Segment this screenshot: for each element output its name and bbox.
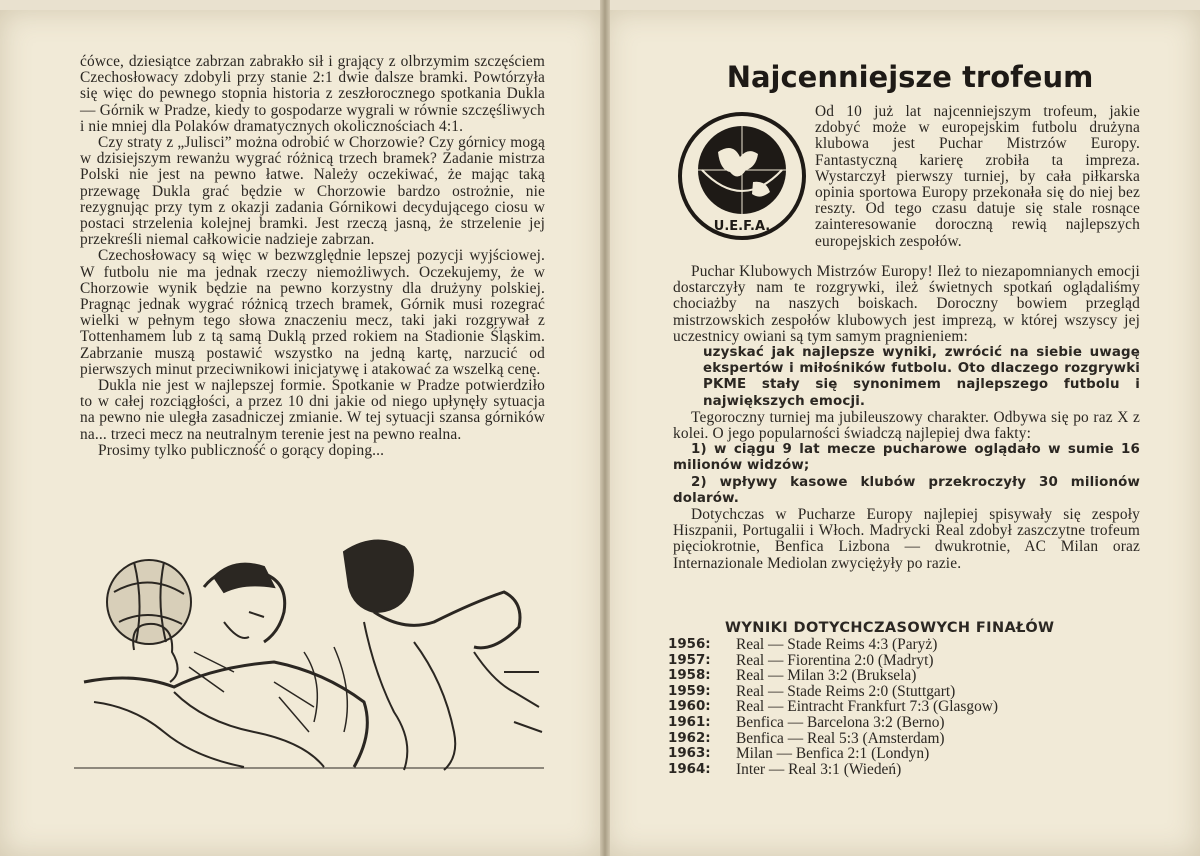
result-match: Real — Stade Reims 4:3 (Paryż) <box>736 636 938 653</box>
result-row <box>668 762 1108 778</box>
paragraph: Dotychczas w Pucharze Europy najlepiej spisywały się zespoły Hiszpanii, Portugalii i Włoch. Madrycki Real zdobył zaszczytne trofeum pięciokrotnie, Benfica Lizbona — dwukrotnie, AC Milan oraz Internazionale Mediolan zwyciężyły po razie. <box>673 506 1140 572</box>
book-gutter <box>600 0 610 856</box>
result-match: Benfica — Real 5:3 (Amsterdam) <box>736 729 945 747</box>
left-page-text <box>80 54 545 459</box>
fact-item: 2) wpływy kasowe klubów przekroczyły 30 milionów dolarów. <box>673 474 1140 506</box>
result-year: 1961: <box>668 714 711 730</box>
result-row <box>668 699 1108 715</box>
result-match: Real — Fiorentina 2:0 (Madryt) <box>736 651 934 669</box>
football-players-sketch-icon <box>74 532 544 772</box>
result-row <box>668 637 1108 653</box>
result-year: 1959: <box>668 683 711 699</box>
paragraph: Czechosłowacy są więc w bezwzględnie lepszej pozycji wyjściowej. W futbolu nie ma jednak rzeczy niemożliwych. Oczekujemy, że w Chorzowie wynik będzie na pewno korzystny dla drużyny polskiej. Pragnąc jednak wygrać różnicą trzech bramek, Górnik musi rozegrać wielki w pełnym tego słowa znaczeniu mecz, taki jaki rozgrywał z Tottenhamem lub z tą samą Duklą przed rokiem na Stadionie Śląskim. Zabrzanie muszą postawić wszystko na jedną kartę, narzucić od pierwszych minut przeciwnikowi inicjatywę i atakować za wszelką cenę. <box>80 247 545 378</box>
result-match: Real — Milan 3:2 (Bruksela) <box>736 667 917 685</box>
page-title: Najcenniejsze trofeum <box>726 60 1094 94</box>
result-row <box>668 668 1108 684</box>
bold-quote: uzyskać jak najlepsze wyniki, zwrócić na siebie uwagę ekspertów i miłośników futbolu. Oto dlaczego rozgrywki PKME stały się synonimem najlepszego futbolu i największych emocji. <box>703 345 1140 409</box>
result-match: Benfica — Barcelona 3:2 (Berno) <box>736 713 945 731</box>
paragraph: Czy straty z „Julisci” można odrobić w Chorzowie? Czy górnicy mogą w dzisiejszym rewanżu wygrać różnicą trzech bramek? Zadanie mistrza Polski nie jest na pewno łatwe. Należy oczekiwać, że mając taką przewagę Dukla grać będzie w Chorzowie bardzo ostrożnie, nie rezygnując przy tym z okazji zadania Górnikowi decydującego ciosu w postaci strzelenia kolejnej bramki. Jest rzeczą jasną, że strzelenie jej przekreśli niemal całkowicie nadzieje zabrzan. <box>80 134 545 249</box>
result-year: 1960: <box>668 699 711 715</box>
fact-item: 1) w ciągu 9 lat mecze pucharowe oglądało w sumie 16 milionów widzów; <box>673 442 1140 474</box>
result-row <box>668 653 1108 669</box>
result-year: 1956: <box>668 637 711 652</box>
paragraph: Tegoroczny turniej ma jubileuszowy charakter. Odbywa się po raz X z kolei. O jego popularności świadczą najlepiej dwa fakty: <box>673 408 1140 443</box>
result-year: 1957: <box>668 652 711 668</box>
paragraph: Puchar Klubowych Mistrzów Europy! Ileż to niezapomnianych emocji dostarczyły nam te rozgrywki, ileż świetnych spotkań oglądaliśmy chociażby na naszych boiskach. Doroczny bowiem przegląd mistrzowskich zespołów klubowych jest imprezą, w której wszyscy jej uczestnicy owiani są tym samym pragnieniem: <box>673 263 1140 345</box>
result-row <box>668 684 1108 700</box>
result-match: Milan — Benfica 2:1 (Londyn) <box>736 745 930 763</box>
result-row <box>668 715 1108 731</box>
result-match: Real — Stade Reims 2:0 (Stuttgart) <box>736 682 956 700</box>
result-year: 1962: <box>668 730 711 746</box>
result-match: Inter — Real 3:1 (Wiedeń) <box>736 760 902 778</box>
svg-text:U.E.F.A.: U.E.F.A. <box>713 219 771 234</box>
result-year: 1958: <box>668 668 711 684</box>
results-heading: WYNIKI DOTYCHCZASOWYCH FINAŁÓW <box>725 620 1055 636</box>
paragraph: Dukla nie jest w najlepszej formie. Spotkanie w Pradze potwierdziło to w całej rozciągłości, a przez 10 dni jakie od niego upłynęły sytuacja na pewno nie uległa zasadniczej zmianie. W tej sytuacji szansa górników na... trzeci mecz na neutralnym terenie jest na pewno realna. <box>80 377 545 443</box>
result-row <box>668 731 1108 747</box>
uefa-logo-icon <box>678 112 806 240</box>
result-year: 1964: <box>668 761 711 777</box>
right-page-text <box>673 264 1140 572</box>
result-year: 1963: <box>668 746 711 762</box>
results-list <box>668 637 1108 777</box>
result-match: Real — Eintracht Frankfurt 7:3 (Glasgow) <box>736 698 999 716</box>
paragraph: Prosimy tylko publiczność o gorący doping... <box>98 441 385 459</box>
paragraph: ćówce, dziesiątce zabrzan zabrakło sił i grający z olbrzymim szczęściem Czechosłowacy zdobyli przy stanie 2:1 dwie dalsze bramki. Powtórzyła się więc do pewnego stopnia historia z zeszłorocznego spotkania Dukla — Górnik w Pradze, kiedy to gospodarze wygrali w równie szczęśliwych i nie mniej dla Polaków dramatycznych okolicznościach 4:1. <box>80 53 545 135</box>
result-row <box>668 746 1108 762</box>
intro-paragraph: Od 10 już lat najcenniejszym trofeum, jakie zdobyć może w europejskim futbolu drużyna klubowa jest Puchar Mistrzów Europy. Fantastyczną karierę zrobiła ta impreza. Wystarczył pierwszy turniej, by cała piłkarska opinia sportowa Europy przekonała się do niej bez reszty. Od tego czasu datuje się stale rosnące zainteresowanie doroczną rewią najlepszych europejskich zespołów. <box>815 103 1140 250</box>
